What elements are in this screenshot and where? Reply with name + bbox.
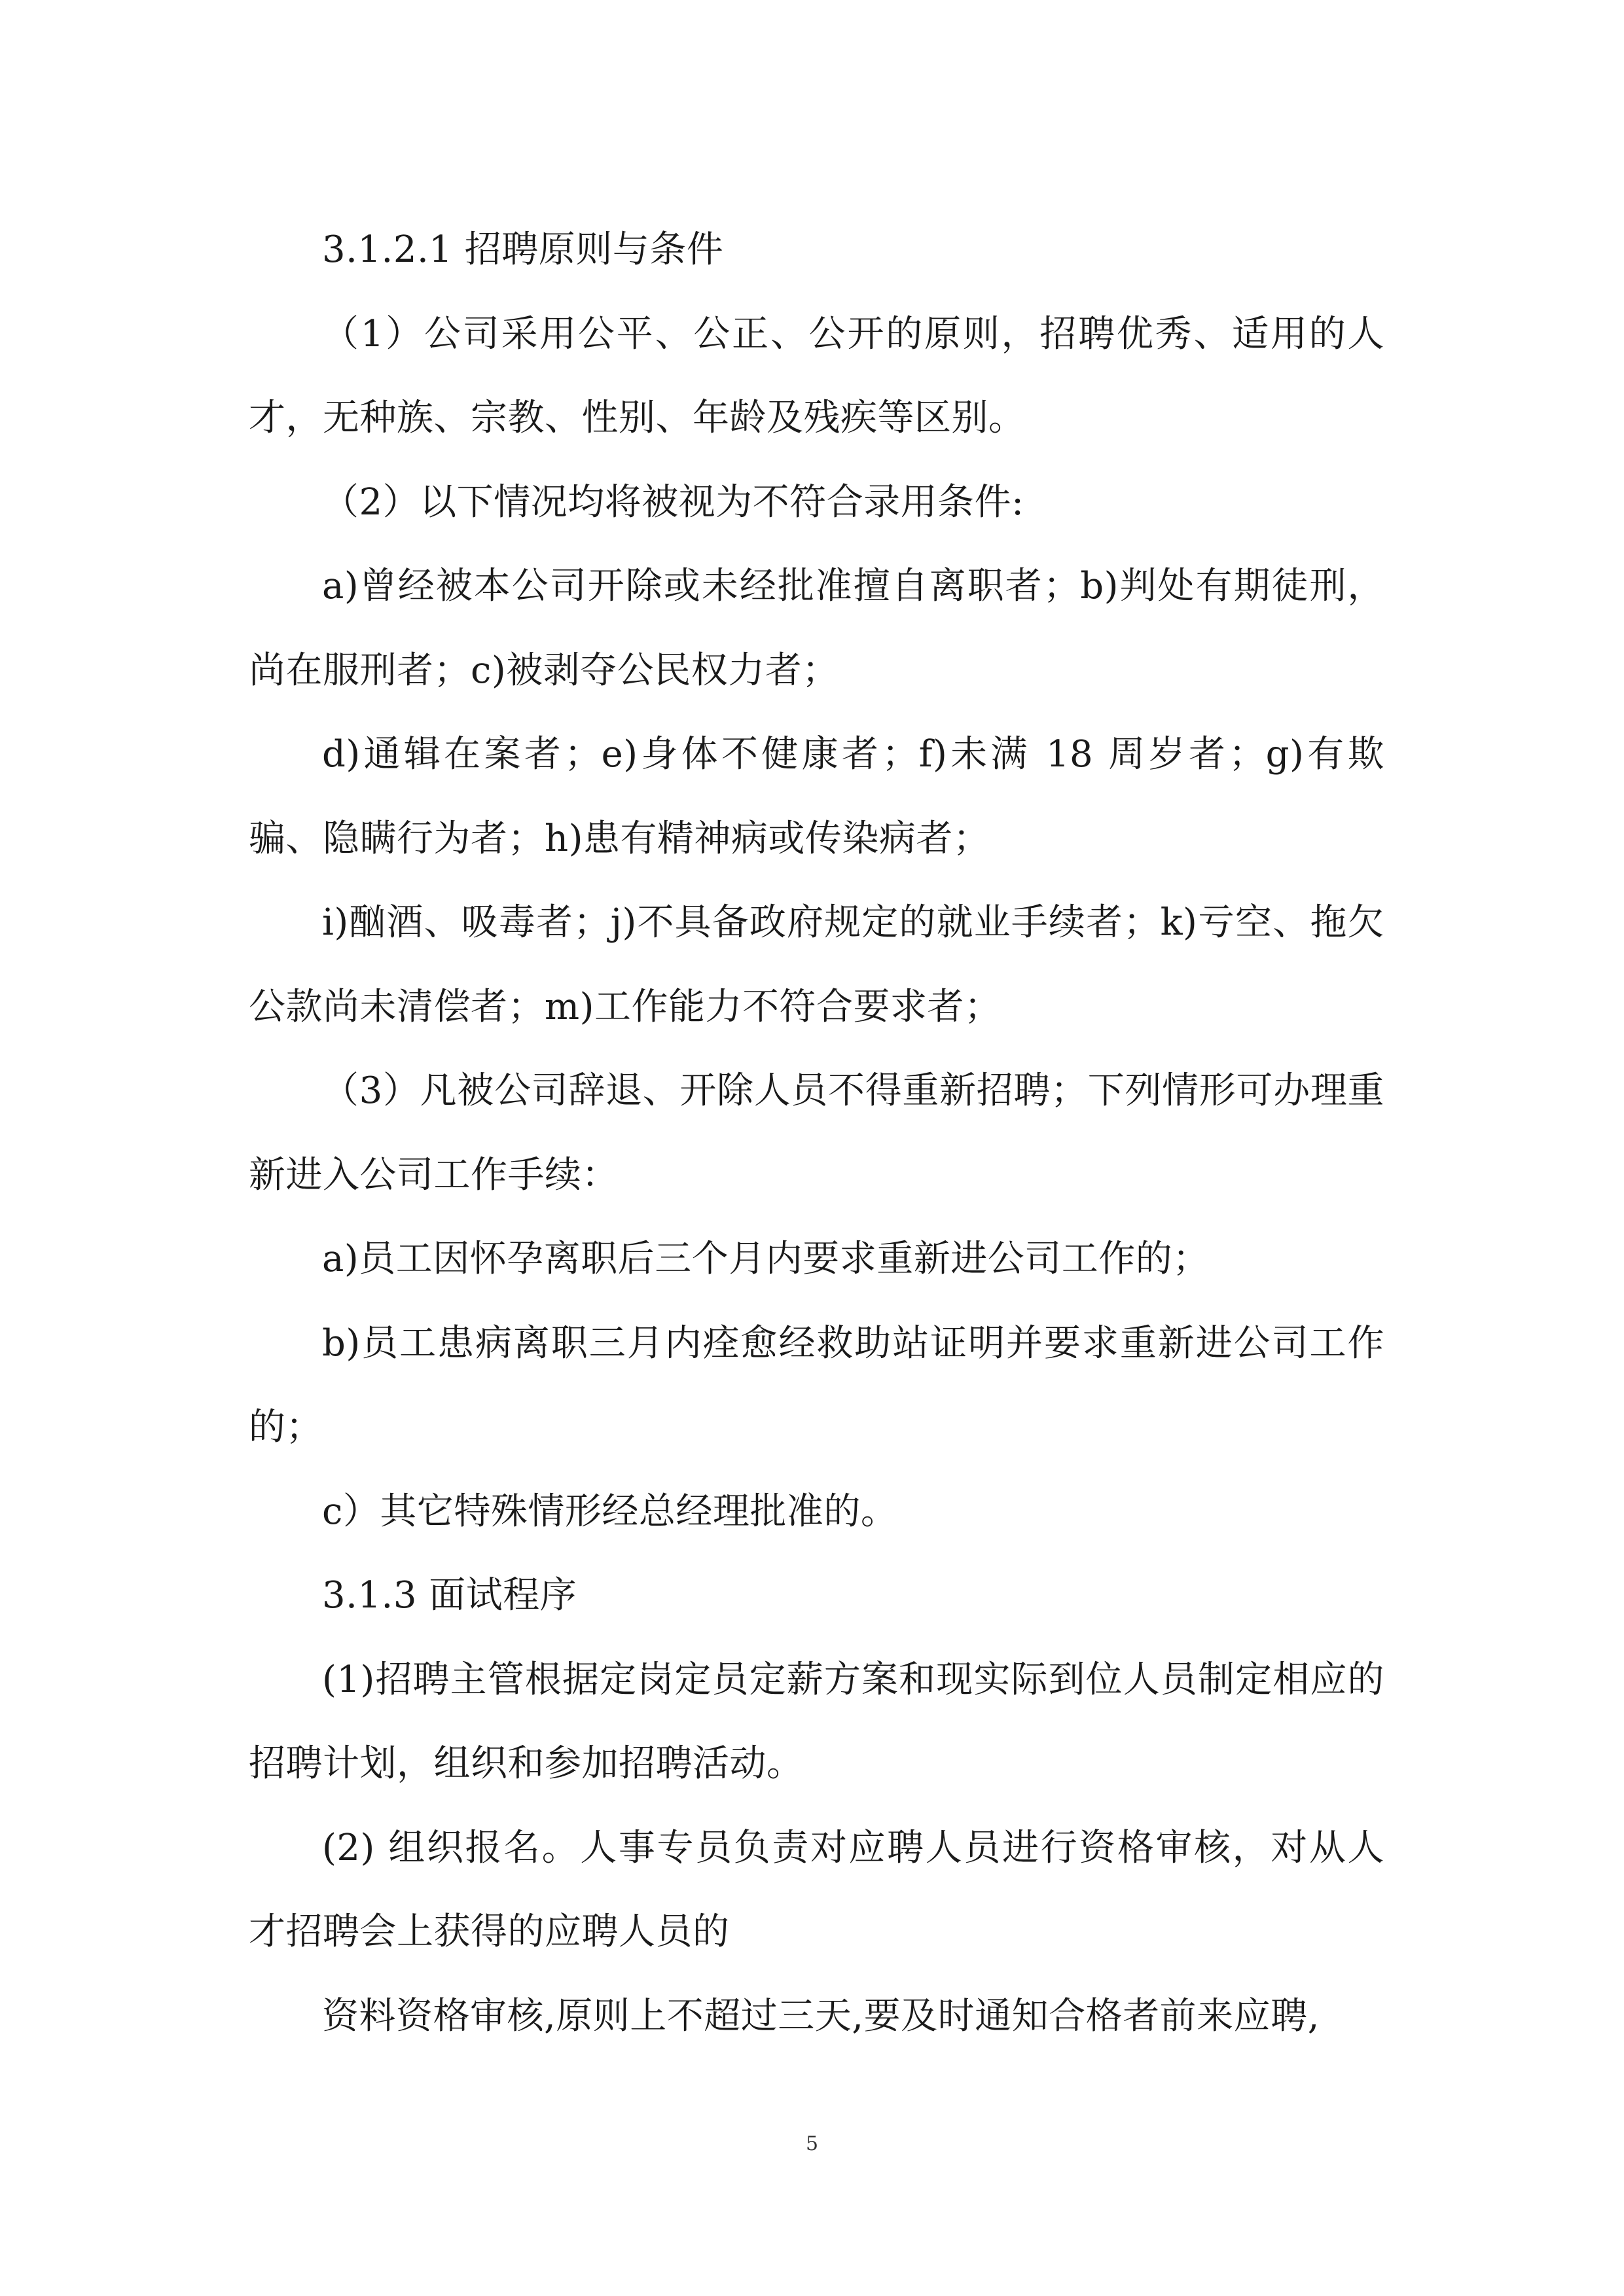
paragraph-rehire-b: b)员工患病离职三月内痊愈经救助站证明并要求重新进公司工作的； [249, 1321, 1384, 1448]
section-heading-3-1-3: 3.1.3 面试程序 [322, 1574, 577, 1617]
paragraph-principle-2: （2）以下情况均将被视为不符合录用条件: [322, 480, 1024, 524]
paragraph-interview-2-cont: 资料资格审核,原则上不超过三天,要及时通知合格者前来应聘, [322, 1994, 1320, 2037]
body-text [249, 208, 1384, 2058]
paragraph-condition-a-c: a)曾经被本公司开除或未经批准擅自离职者；b)判处有期徒刑，尚在服刑者；c)被剥夺公民权力者； [249, 565, 1384, 692]
paragraph-interview-2: (2) 组织报名。人事专员负责对应聘人员进行资格审核，对从人才招聘会上获得的应聘人员的 [249, 1826, 1384, 1953]
paragraph-rehire-c: c）其它特殊情形经总经理批准的。 [322, 1490, 898, 1533]
paragraph-principle-3: （3）凡被公司辞退、开除人员不得重新招聘；下列情形可办理重新进入公司工作手续： [249, 1069, 1384, 1196]
paragraph-condition-i-m: i)酗酒、吸毒者；j)不具备政府规定的就业手续者；k)亏空、拖欠公款尚未清偿者；m)工作能力不符合要求者； [249, 901, 1384, 1028]
paragraph-principle-1: （1）公司采用公平、公正、公开的原则，招聘优秀、适用的人才，无种族、宗教、性别、年龄及残疾等区别。 [249, 312, 1384, 439]
page-number: 5 [805, 2132, 819, 2155]
section-heading-3-1-2-1: 3.1.2.1 招聘原则与条件 [322, 228, 724, 271]
paragraph-rehire-a: a)员工因怀孕离职后三个月内要求重新进公司工作的； [322, 1238, 1210, 1280]
paragraph-interview-1: (1)招聘主管根据定岗定员定薪方案和现实际到位人员制定相应的招聘计划，组织和参加招聘活动。 [249, 1658, 1384, 1785]
paragraph-condition-d-h: d)通辑在案者；e)身体不健康者；f)未满 18 周岁者；g)有欺骗、隐瞒行为者；h)患有精神病或传染病者； [249, 733, 1384, 860]
